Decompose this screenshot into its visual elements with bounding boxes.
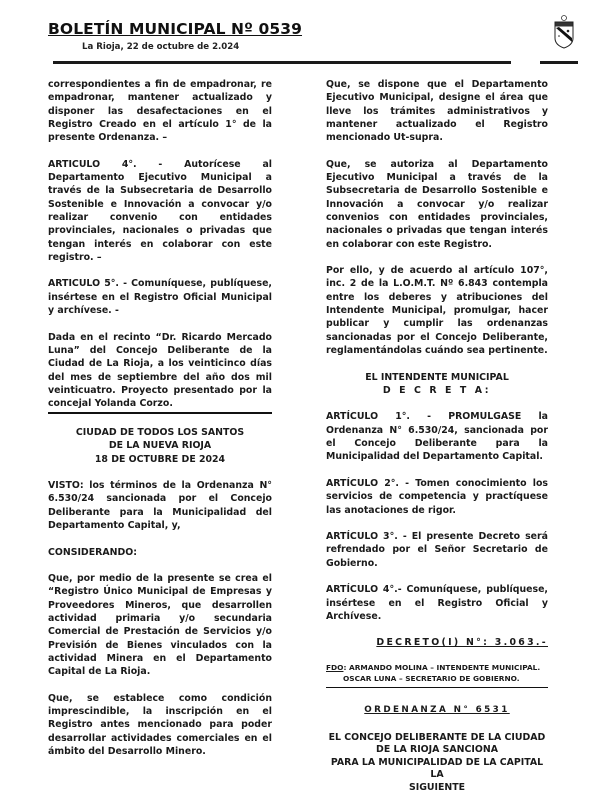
paragraph: Que, se autoriza al Departamento Ejecutivo Municipal a través de la Subsecretaria de Desarrollo Sostenible e Innovación a convocar y/o realizar convenios con entidades provinciales, nacionales o privadas que tengan interés en colaborar con este Registro. — [326, 158, 548, 250]
section-heading — [48, 426, 272, 466]
right-column — [326, 78, 548, 807]
ordinance-heading — [326, 732, 548, 795]
article-2: ARTÍCULO 2°. - Tomen conocimiento los servicios de competencia y practíquese las anotaciones de rigor. — [326, 477, 548, 516]
paragraph: Que, se establece como condición imprescindible, la inscripción en el Registro antes mencionado para poder desarrollar actividades comerciales en el ámbito del Desarrollo Minero. — [48, 692, 272, 758]
bulletin-date: La Rioja, 22 de octubre de 2.024 — [82, 42, 240, 52]
paragraph: Por ello, y de acuerdo al artículo 107°, inc. 2 de la L.O.M.T. Nº 6.843 contempla entre los deberes y atribuciones del Intendente Municipal, promulgar, hacer publicar y cumplir las ordenanzas sancionadas por el Concejo Deliberante, reglamentándolas cuándo sea pertinente. — [326, 265, 548, 356]
heading-line: D E C R E T A: — [382, 384, 492, 396]
section-divider — [326, 687, 548, 689]
heading-line: DE LA NUEVA RIOJA — [108, 440, 212, 452]
left-column — [48, 78, 272, 772]
decree-heading — [326, 371, 548, 398]
paragraph: correspondientes a fin de empadronar, re empadronar, mantener actualizado y disponer las desafectaciones en el Registro Creado en el artículo 1° de la presente Ordenanza. – — [48, 79, 272, 144]
visto-paragraph: VISTO: los términos de la Ordenanza N° 6.530/24 sancionada por el Concejo Deliberante para la Municipalidad del Departamento Capital, y, — [48, 480, 272, 531]
signer-1: : ARMANDO MOLINA – INTENDENTE MUNICIPAL. — [343, 662, 541, 672]
heading-line: CIUDAD DE TODOS LOS SANTOS — [75, 426, 245, 438]
heading-line: PARA LA MUNICIPALIDAD DE LA CAPITAL LA — [330, 756, 544, 781]
article-5: ARTICULO 5°. - Comuníquese, publíquese, insértese en el Registro Oficial Municipal y archívese. - — [48, 278, 272, 317]
section-divider — [48, 412, 272, 414]
decree-number: DECRETO(I) N°: 3.063.- — [376, 637, 548, 649]
article-4: ARTÍCULO 4°.- Comuníquese, publíquese, insértese en el Registro Oficial y Archívese. — [326, 584, 548, 622]
heading-line: EL CONCEJO DELIBERANTE DE LA CIUDAD — [328, 731, 546, 743]
signed-label: FDO — [326, 662, 344, 672]
heading-line: DE LA RIOJA SANCIONA — [376, 744, 498, 756]
signatures — [326, 662, 548, 684]
article-1: ARTÍCULO 1°. - PROMULGASE la Ordenanza N° 6.530/24, sancionada por el Concejo Deliberante para la Municipalidad del Departamento Capital. — [326, 411, 548, 463]
article-4: ARTICULO 4°. - Autorícese al Departamento Ejecutivo Municipal a través de la Subsecretaria de Desarrollo Sostenible e Innovación a convocar y/o realizar convenio con entidades provinciales, nacionales o privadas que tengan interés en colaborar con este registro. – — [48, 158, 272, 263]
heading-line: 18 DE OCTUBRE DE 2024 — [94, 453, 226, 465]
considerando-heading: CONSIDERANDO: — [48, 546, 137, 558]
ordinance-title: ORDENANZA N° 6531 — [364, 705, 510, 716]
signer-2: OSCAR LUNA – SECRETARIO DE GOBIERNO. — [343, 673, 520, 683]
paragraph: Que, se dispone que el Departamento Ejecutivo Municipal, designe el área que lleve los trámites administrativos y mantener actualizado el Registro mencionado Ut-supra. — [326, 79, 548, 144]
heading-line: EL INTENDENTE MUNICIPAL — [365, 371, 509, 383]
article-3: ARTÍCULO 3°. - El presente Decreto será refrendado por el Señor Secretario de Gobierno. — [326, 531, 548, 569]
bulletin-title: BOLETÍN MUNICIPAL Nº 0539 — [48, 20, 303, 38]
header-divider — [53, 61, 511, 64]
heading-line: SIGUIENTE — [408, 781, 466, 793]
header-divider-right — [540, 61, 578, 64]
coat-of-arms-icon — [552, 14, 576, 50]
enactment-note: Dada en el recinto “Dr. Ricardo Mercado Luna” del Concejo Deliberante de la Ciudad de La Rioja, a los veinticinco días del mes de septiembre del año dos mil veinticuatro. Proyecto presentado por la concejal Yolanda Corzo. — [48, 331, 272, 410]
paragraph: Que, por medio de la presente se crea el “Registro Único Municipal de Empresas y Proveedores Mineros, que desarrollen actividad primaria y/o secundaria Comercial de Prestación de Servicios y/o Previsión de Bienes vinculados con la actividad Minera en el Departamento Capital de La Rioja. — [48, 573, 272, 678]
